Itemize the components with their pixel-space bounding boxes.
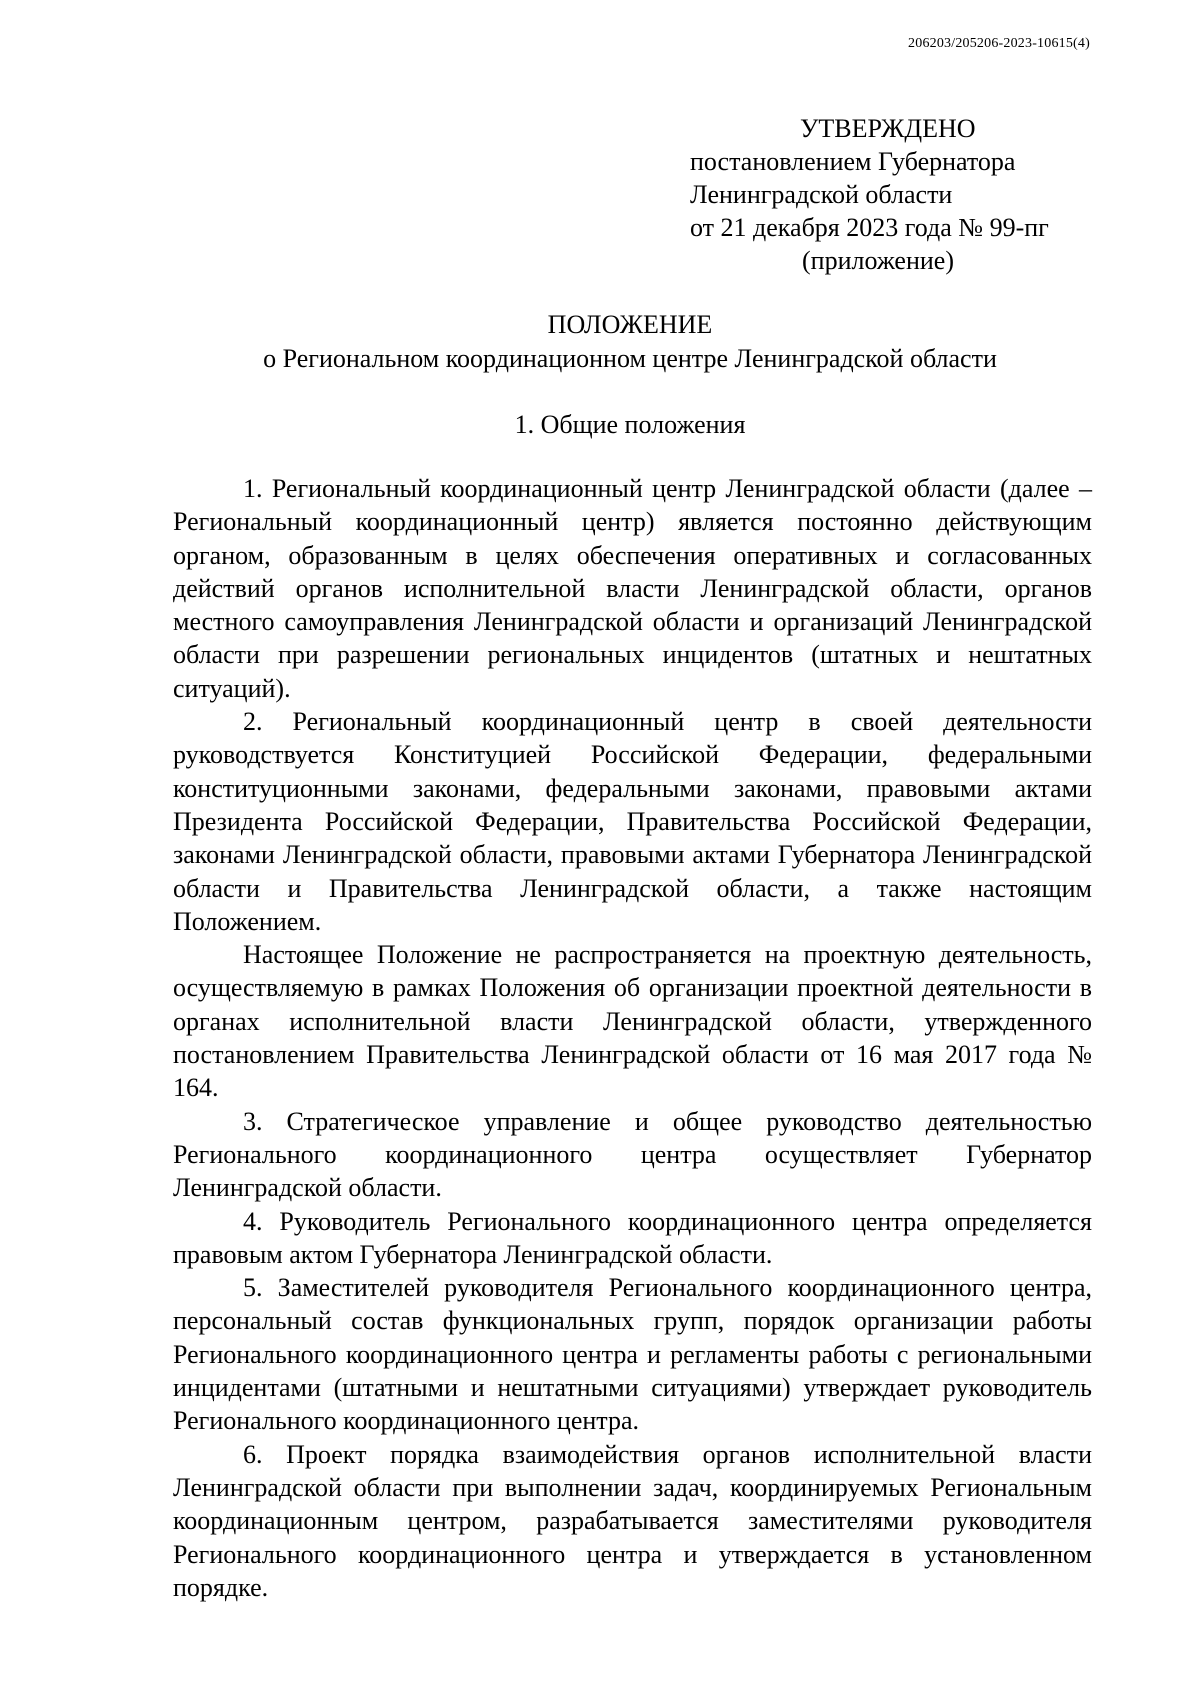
approval-annex: (приложение) <box>802 246 955 275</box>
approval-heading: УТВЕРЖДЕНО <box>800 114 976 143</box>
paragraph-5: 5. Заместителей руководителя Регионального координационного центра, персональный состав функциональных групп, порядок организации работы Регионального координационного центра и регламенты работы с региональными инцидентами (штатными и нештатными ситуациями) утверждает руководитель Регионального координационного центра. <box>173 1273 1092 1436</box>
paragraph-6: 6. Проект порядка взаимодействия органов исполнительной власти Ленинградской области при выполнении задач, координируемых Региональным координационным центром, разрабатывается заместителями руководителя Регионального координационного центра и утверждается в установленном порядке. <box>173 1439 1092 1602</box>
document-title-block <box>0 308 1200 376</box>
approval-line-2: Ленинградской области <box>690 180 953 209</box>
paragraph-1: 1. Региональный координационный центр Ленинградской области (далее – Региональный координационный центр) является постоянно действующим органом, образованным в целях обеспечения оперативных и согласованных действий органов исполнительной власти Ленинградской области, органов местного самоуправления Ленинградской области и организаций Ленинградской области при разрешении региональных инцидентов (штатных и нештатных ситуаций). <box>173 474 1092 703</box>
paragraph-3: 3. Стратегическое управление и общее руководство деятельностью Регионального координационного центра осуществляет Губернатор Ленинградской области. <box>173 1106 1092 1203</box>
document-subtitle: о Региональном координационном центре Ленинградской области <box>263 344 997 373</box>
approval-line-3: от 21 декабря 2023 года № 99-пг <box>690 213 1049 242</box>
document-body <box>173 472 1092 1604</box>
paragraph-2: 2. Региональный координационный центр в своей деятельности руководствуется Конституцией Российской Федерации, федеральными конституционными законами, федеральными законами, правовыми актами Президента Российской Федерации, Правительства Российской Федерации, законами Ленинградской области, правовыми актами Губернатора Ленинградской области и Правительства Ленинградской области, а также настоящим Положением. <box>173 707 1092 936</box>
approval-stamp <box>690 112 1110 277</box>
section-heading: 1. Общие положения <box>514 410 746 439</box>
approval-line-1: постановлением Губернатора <box>690 147 1016 176</box>
document-number: 206203/205206-2023-10615(4) <box>908 36 1090 51</box>
paragraph-4: 4. Руководитель Регионального координационного центра определяется правовым актом Губернатора Ленинградской области. <box>173 1206 1092 1269</box>
paragraph-2-note: Настоящее Положение не распространяется на проектную деятельность, осуществляемую в рамках Положения об организации проектной деятельности в органах исполнительной власти Ленинградской области, утвержденного постановлением Правительства Ленинградской области от 16 мая 2017 года № 164. <box>173 940 1092 1103</box>
document-title: ПОЛОЖЕНИЕ <box>547 310 713 339</box>
